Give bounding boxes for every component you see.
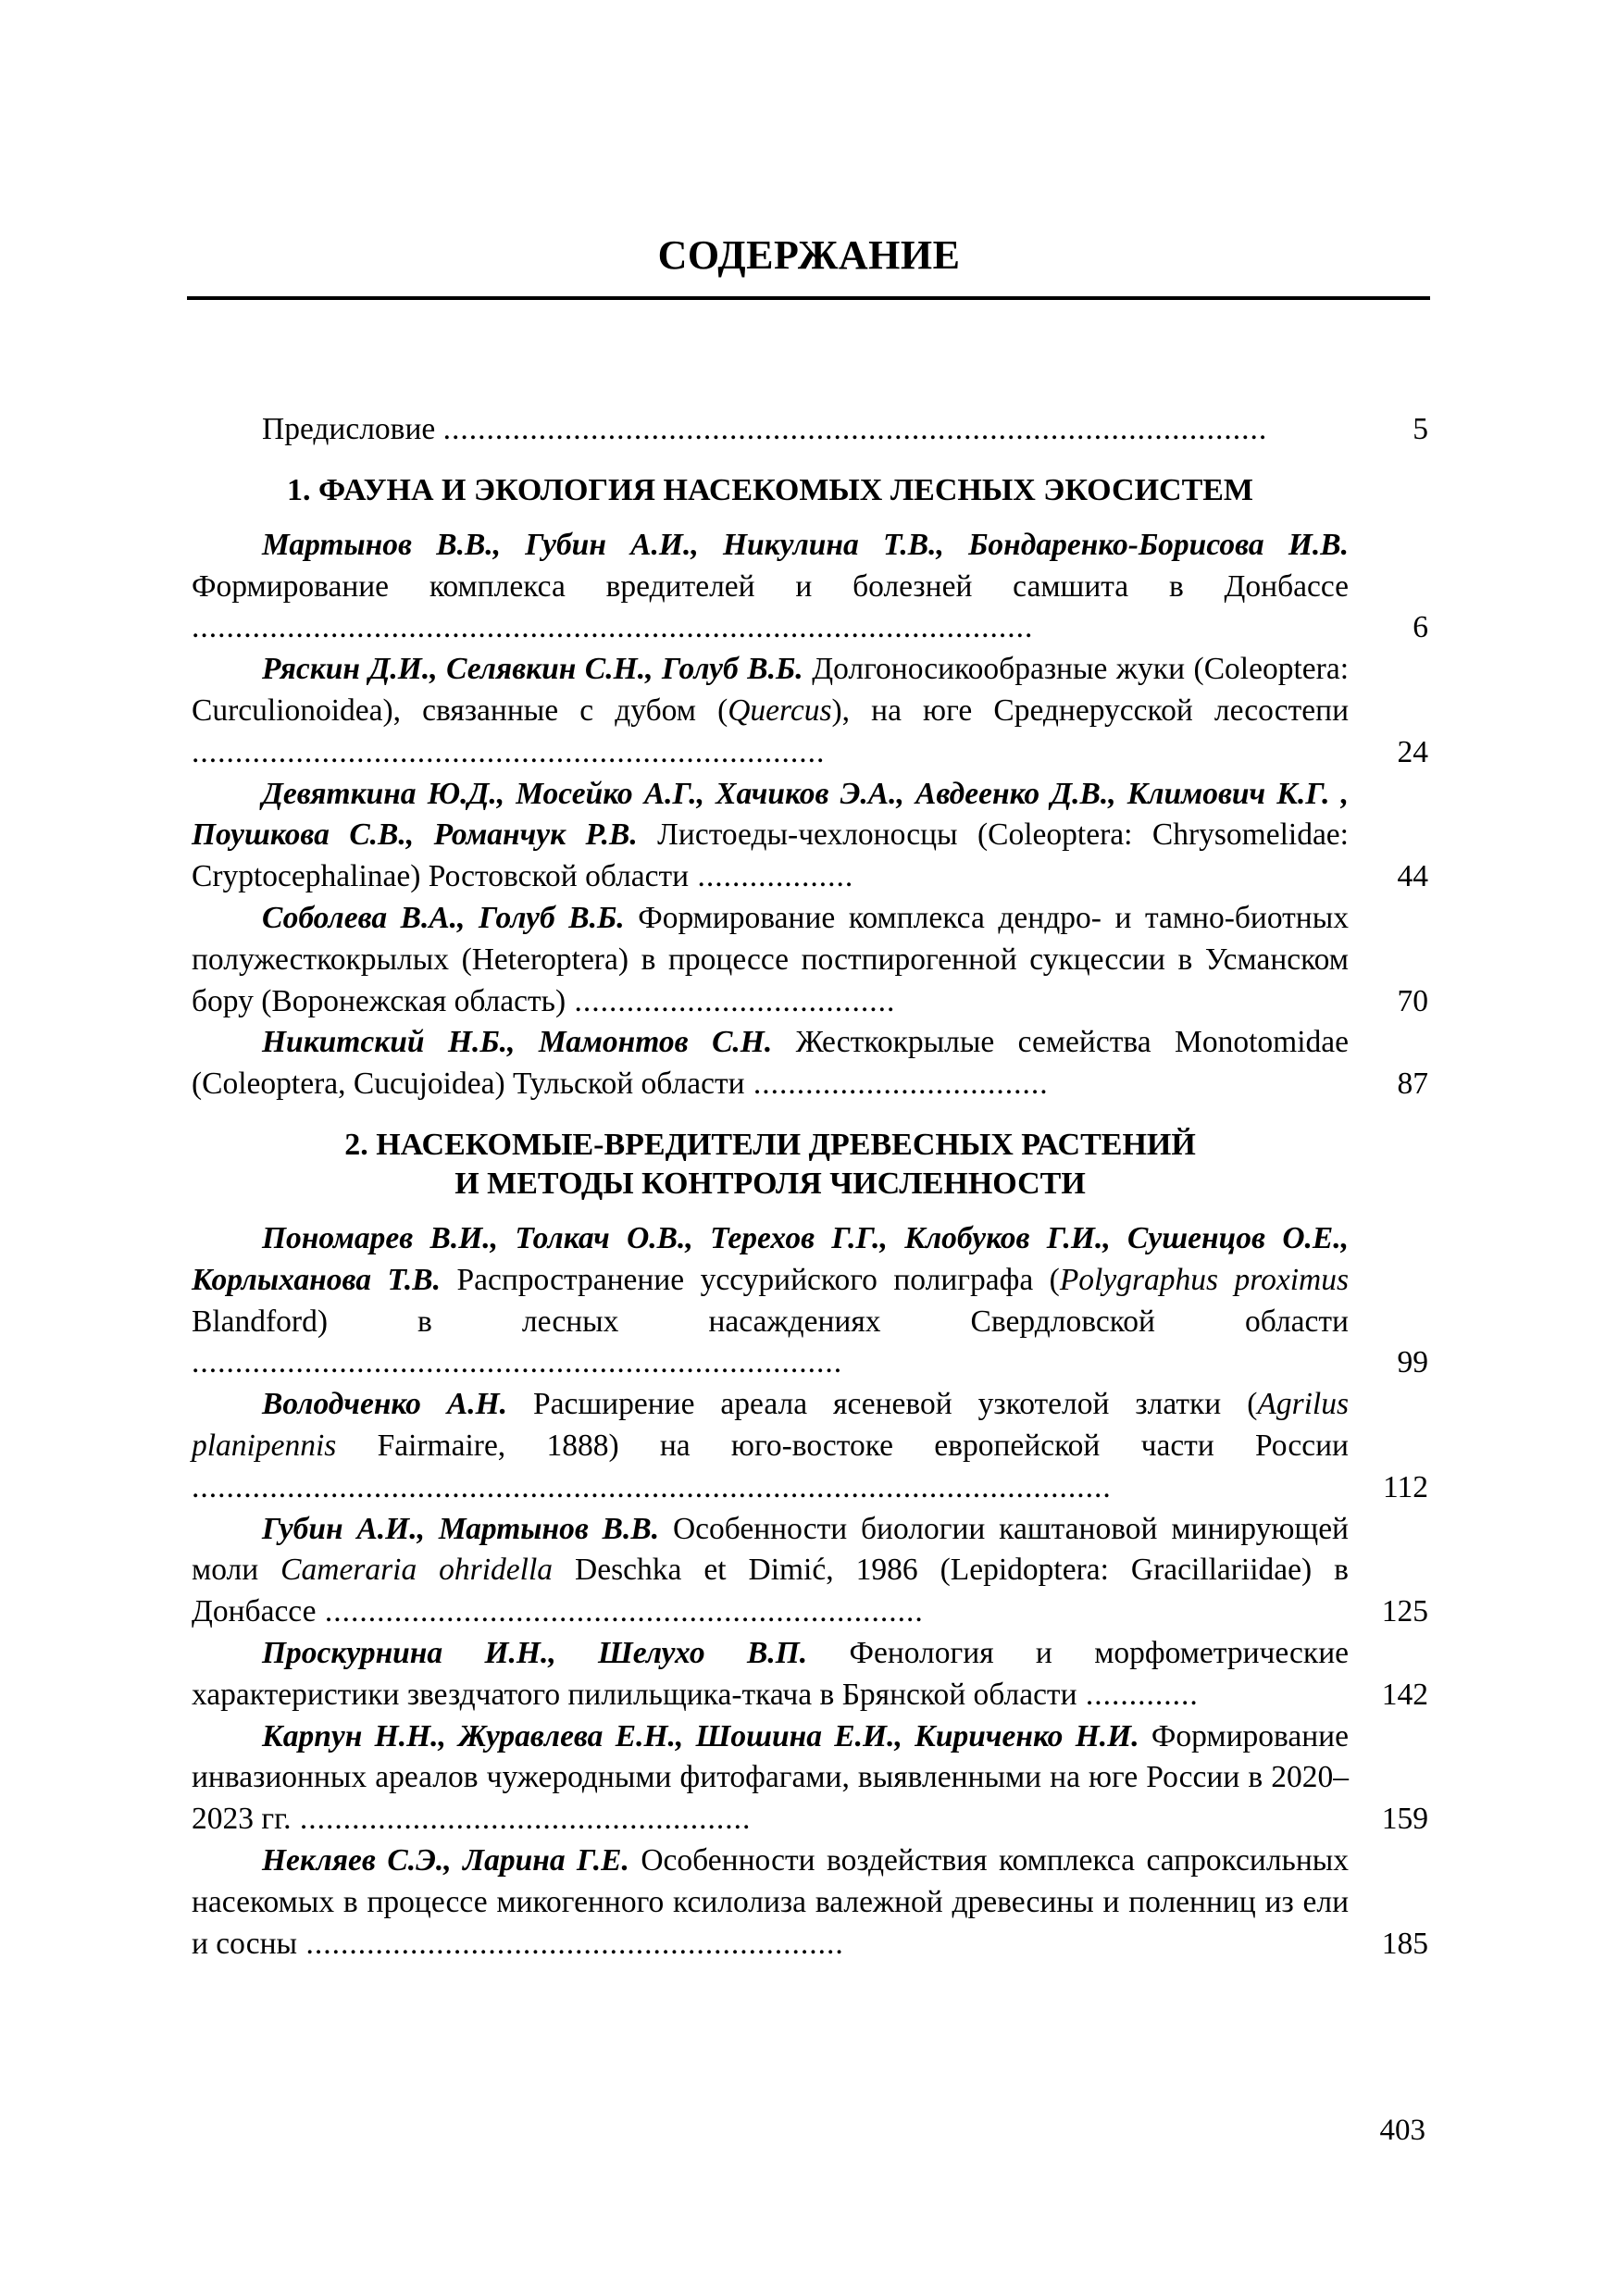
page-number: 99 — [1397, 1345, 1428, 1380]
entry-authors: Пономарев В.И., Толкач О.В., Терехов Г.Г., Клобуков Г.И., Сушенцов О.Е., Корлыханова Т.В. — [192, 1220, 1349, 1297]
entry-title: Жесткокрылые семейства Monotomidae (Coleoptera, Cucujoidea) Тульской области — [192, 1025, 1350, 1102]
leader-dots: ................................................................................................. — [192, 610, 1034, 645]
section-title-line: 1. ФАУНА И ЭКОЛОГИЯ НАСЕКОМЫХ ЛЕСНЫХ ЭКОСИСТЕМ — [286, 472, 1254, 507]
page-number: 185 — [1381, 1926, 1428, 1961]
entry-title: Формирование комплекса вредителей и болезней самшита в Донбассе — [192, 568, 1349, 604]
toc-entry-preface[interactable] — [192, 409, 1428, 451]
leader-dots: .......................................................................................................... — [192, 1469, 1112, 1504]
leader-dots: .................................. — [744, 1067, 1049, 1102]
leader-dots: ............. — [1077, 1677, 1199, 1712]
toc-entry[interactable] — [192, 1218, 1428, 1384]
toc-entry[interactable] — [192, 774, 1428, 898]
entry-title-latin: Quercus — [728, 693, 832, 728]
leader-dots: ........................................................................... — [192, 1345, 843, 1380]
entry-authors: Девяткина Ю.Д., Мосейко А.Г., Хачиков Э.А., Авдеенко Д.В., Климович К.Г. , Поушкова С.В., Романчук Р.В. — [192, 776, 1349, 853]
entry-authors: Карпун Н.Н., Журавлева Е.Н., Шошина Е.И., Кириченко Н.И. — [262, 1718, 1139, 1753]
entry-authors: Володченко А.Н. — [262, 1387, 508, 1422]
section-title-line: И МЕТОДЫ КОНТРОЛЯ ЧИСЛЕННОСТИ — [454, 1166, 1086, 1201]
page-number: 142 — [1381, 1677, 1428, 1712]
entry-title: Особенности воздействия комплекса сапроксильных насекомых в процессе микогенного ксилолиза валежной древесины и поленниц из ели и сосны — [192, 1842, 1349, 1961]
toc-entry[interactable] — [192, 649, 1428, 773]
section-heading-2 — [192, 1126, 1349, 1204]
page-number: 112 — [1382, 1469, 1428, 1504]
entry-authors: Соболева В.А., Голуб В.Б. — [262, 900, 625, 935]
toc-entry[interactable] — [192, 1716, 1428, 1841]
entry-title: Расширение ареала ясеневой узкотелой златки ( — [507, 1387, 1258, 1422]
leader-dots: ..................................................................... — [316, 1594, 924, 1629]
table-of-contents — [192, 409, 1428, 1965]
section-title-line: 2. НАСЕКОМЫЕ-ВРЕДИТЕЛИ ДРЕВЕСНЫХ РАСТЕНИЙ — [344, 1127, 1196, 1162]
page-title: СОДЕРЖАНИЕ — [657, 232, 961, 278]
entry-title: Листоеды-чехлоносцы (Coleoptera: Chrysomelidae: Cryptocephalinae) Ростовской области — [192, 817, 1349, 894]
entry-authors: Мартынов В.В., Губин А.И., Никулина Т.В., Бондаренко-Борисова И.В. — [262, 527, 1349, 562]
entry-title-latin: Agrilus planipennis — [192, 1387, 1350, 1463]
entry-title-rest: Deschka et Dimić, 1986 (Lepidoptera: Gracillariidae) в Донбассе — [192, 1553, 1349, 1629]
entry-title-rest: Fairmaire, 1888) на юго-востоке европейской части России — [336, 1428, 1349, 1463]
leader-dots: .................................................... — [291, 1802, 752, 1837]
entry-title: Формирование комплекса дендро- и тамно-биотных полужесткокрылых (Heteroptera) в процессе постпирогенной сукцессии в Усманском бору (Воронежская область) — [192, 900, 1349, 1018]
entry-title: Особенности биологии каштановой минирующей моли — [192, 1511, 1349, 1588]
leader-dots: .................. — [689, 859, 854, 894]
leader-dots: ......................................................................... — [192, 734, 826, 769]
leader-dots: ..................................... — [566, 983, 896, 1018]
toc-entry[interactable] — [192, 1841, 1428, 1965]
entry-title-rest: Blandford) в лесных насаждениях Свердловской области — [192, 1304, 1349, 1339]
entry-title-latin: Polygraphus proximus — [1059, 1262, 1349, 1297]
toc-entry[interactable] — [192, 898, 1428, 1022]
section-heading-1 — [192, 471, 1349, 510]
entry-authors: Губин А.И., Мартынов В.В. — [262, 1511, 660, 1546]
entry-authors: Проскурнина И.Н., Шелухо В.П. — [262, 1635, 808, 1670]
entry-title-rest: ), на юге Среднерусской лесостепи — [831, 693, 1349, 728]
leader-dots: ............................................................................................... — [442, 412, 1268, 446]
toc-entry[interactable] — [192, 1384, 1428, 1508]
page-folio-number: 403 — [1379, 2114, 1425, 2147]
entry-title: Долгоносикообразные жуки (Coleoptera: Curculionoidea), связанные с дубом ( — [192, 652, 1349, 728]
page-number: 70 — [1397, 983, 1428, 1018]
entry-title: Формирование инвазионных ареалов чужеродными фитофагами, выявленными на юге России в 2020–2023 гг. — [192, 1718, 1349, 1837]
toc-entry[interactable] — [192, 525, 1428, 649]
page-number: 159 — [1381, 1802, 1428, 1837]
entry-title-latin: Cameraria ohridella — [280, 1553, 554, 1588]
leader-dots: .............................................................. — [297, 1926, 844, 1961]
page-number: 24 — [1397, 734, 1428, 769]
toc-entry[interactable] — [192, 1509, 1428, 1633]
entry-authors: Никитский Н.Б., Мамонтов С.Н. — [262, 1025, 773, 1060]
entry-title: Фенология и морфометрические характеристики звездчатого пилильщика-ткача в Брянской области — [192, 1635, 1349, 1712]
page-number: 6 — [1413, 610, 1428, 645]
page-number: 44 — [1397, 859, 1428, 894]
entry-authors: Некляев С.Э., Ларина Г.Е. — [262, 1842, 629, 1878]
page-number: 125 — [1381, 1594, 1428, 1629]
title-divider — [187, 296, 1430, 300]
toc-entry[interactable] — [192, 1633, 1428, 1716]
entry-authors: Ряскин Д.И., Селявкин С.Н., Голуб В.Б. — [262, 652, 803, 687]
page-number: 5 — [1413, 412, 1428, 446]
entry-title: Предисловие — [262, 412, 436, 446]
entry-title: Распространение уссурийского полиграфа ( — [440, 1262, 1060, 1297]
toc-entry[interactable] — [192, 1022, 1428, 1105]
page-number: 87 — [1397, 1067, 1428, 1102]
